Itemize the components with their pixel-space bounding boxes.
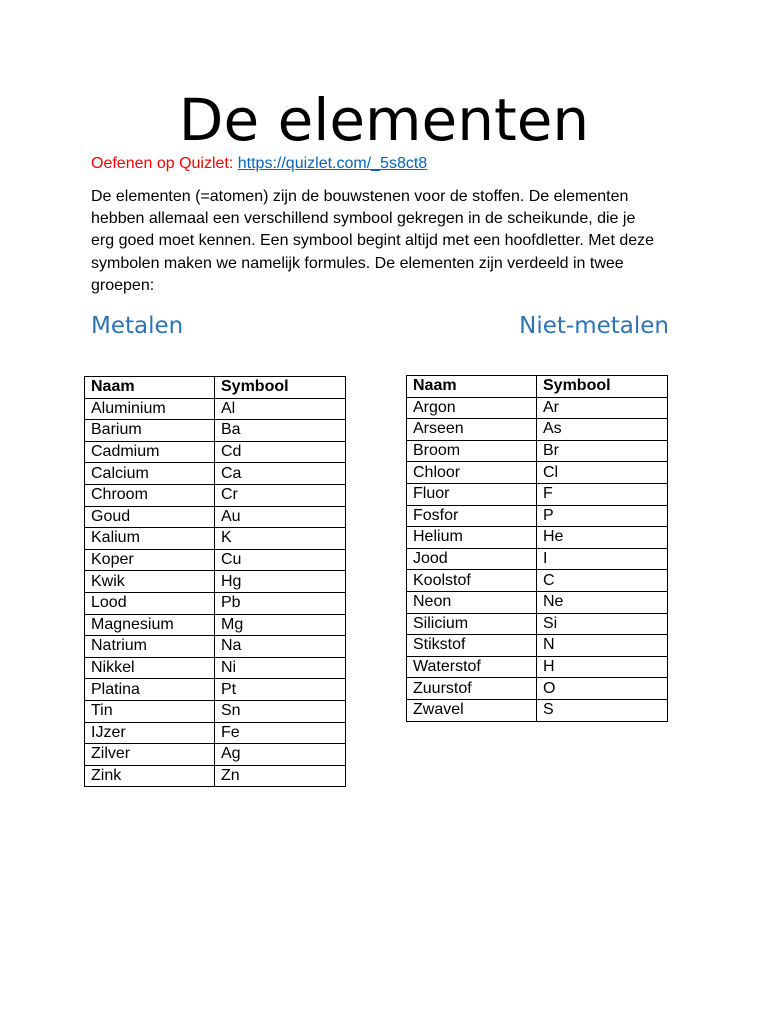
niet-metalen-heading: Niet-metalen: [519, 313, 669, 339]
element-name-cell: Broom: [407, 440, 537, 462]
element-name-cell: Kalium: [85, 528, 215, 550]
element-name-cell: Zuurstof: [407, 678, 537, 700]
table-row: [407, 419, 668, 441]
element-symbol-cell: Cd: [215, 441, 346, 463]
element-name-cell: Zwavel: [407, 699, 537, 721]
element-symbol-cell: Ne: [537, 591, 668, 613]
column-header-symbool: Symbool: [537, 376, 668, 398]
table-header-row: [407, 376, 668, 398]
table-row: [407, 678, 668, 700]
table-row: [407, 613, 668, 635]
element-symbol-cell: Al: [215, 398, 346, 420]
table-row: [85, 765, 346, 787]
element-symbol-cell: I: [537, 548, 668, 570]
table-header-row: [85, 377, 346, 399]
table-row: [407, 656, 668, 678]
table-row: [407, 635, 668, 657]
element-symbol-cell: Br: [537, 440, 668, 462]
element-symbol-cell: Ca: [215, 463, 346, 485]
table-row: [85, 441, 346, 463]
element-symbol-cell: Pb: [215, 592, 346, 614]
element-name-cell: Zilver: [85, 744, 215, 766]
metalen-heading: Metalen: [91, 313, 184, 339]
element-symbol-cell: Cr: [215, 484, 346, 506]
table-row: [85, 398, 346, 420]
table-row: [85, 420, 346, 442]
table-row: [407, 699, 668, 721]
table-row: [407, 462, 668, 484]
table-row: [85, 528, 346, 550]
table-row: [407, 483, 668, 505]
element-name-cell: Lood: [85, 592, 215, 614]
table-row: [85, 592, 346, 614]
quizlet-line: [91, 154, 427, 174]
element-name-cell: Chloor: [407, 462, 537, 484]
element-symbol-cell: Sn: [215, 700, 346, 722]
column-header-naam: Naam: [407, 376, 537, 398]
element-name-cell: Helium: [407, 527, 537, 549]
element-symbol-cell: Pt: [215, 679, 346, 701]
table-row: [407, 591, 668, 613]
element-symbol-cell: P: [537, 505, 668, 527]
table-row: [85, 636, 346, 658]
element-symbol-cell: Hg: [215, 571, 346, 593]
element-name-cell: Neon: [407, 591, 537, 613]
quizlet-label: Oefenen op Quizlet:: [91, 155, 238, 172]
table-row: [85, 722, 346, 744]
element-symbol-cell: Au: [215, 506, 346, 528]
element-symbol-cell: Zn: [215, 765, 346, 787]
intro-paragraph: De elementen (=atomen) zijn de bouwstenen voor de stoffen. De elementen hebben allemaal een verschillend symbool gekregen in de scheikunde, die je erg goed moet kennen. Een symbool begint altijd met een hoofdletter. Met deze symbolen maken we namelijk formules. De elementen zijn verdeeld in twee groepen:: [91, 188, 655, 294]
quizlet-link[interactable]: https://quizlet.com/_5s8ct8: [237, 155, 428, 172]
table-row: [407, 527, 668, 549]
element-name-cell: Magnesium: [85, 614, 215, 636]
element-symbol-cell: Ar: [537, 397, 668, 419]
element-name-cell: Argon: [407, 397, 537, 419]
element-symbol-cell: S: [537, 699, 668, 721]
element-name-cell: Tin: [85, 700, 215, 722]
element-name-cell: Nikkel: [85, 657, 215, 679]
table-row: [85, 614, 346, 636]
element-symbol-cell: Ag: [215, 744, 346, 766]
element-name-cell: Koolstof: [407, 570, 537, 592]
table-row: [407, 505, 668, 527]
element-name-cell: Koper: [85, 549, 215, 571]
table-row: [407, 570, 668, 592]
element-symbol-cell: Na: [215, 636, 346, 658]
element-name-cell: Chroom: [85, 484, 215, 506]
element-symbol-cell: O: [537, 678, 668, 700]
table-row: [85, 744, 346, 766]
element-name-cell: Kwik: [85, 571, 215, 593]
element-name-cell: Cadmium: [85, 441, 215, 463]
element-symbol-cell: H: [537, 656, 668, 678]
element-name-cell: Fosfor: [407, 505, 537, 527]
table-row: [85, 679, 346, 701]
element-symbol-cell: Cl: [537, 462, 668, 484]
element-name-cell: Fluor: [407, 483, 537, 505]
table-row: [85, 571, 346, 593]
element-symbol-cell: Ni: [215, 657, 346, 679]
table-row: [85, 700, 346, 722]
column-header-symbool: Symbool: [215, 377, 346, 399]
element-name-cell: Stikstof: [407, 635, 537, 657]
element-name-cell: Jood: [407, 548, 537, 570]
table-row: [85, 463, 346, 485]
element-name-cell: Arseen: [407, 419, 537, 441]
element-symbol-cell: Ba: [215, 420, 346, 442]
metalen-table: [84, 376, 346, 787]
element-symbol-cell: C: [537, 570, 668, 592]
column-header-naam: Naam: [85, 377, 215, 399]
table-row: [85, 549, 346, 571]
table-row: [85, 484, 346, 506]
element-name-cell: Calcium: [85, 463, 215, 485]
element-name-cell: IJzer: [85, 722, 215, 744]
element-name-cell: Goud: [85, 506, 215, 528]
page-title: De elementen: [178, 86, 590, 154]
table-row: [407, 397, 668, 419]
element-name-cell: Waterstof: [407, 656, 537, 678]
element-symbol-cell: As: [537, 419, 668, 441]
element-symbol-cell: N: [537, 635, 668, 657]
table-row: [85, 657, 346, 679]
element-symbol-cell: Cu: [215, 549, 346, 571]
element-symbol-cell: Fe: [215, 722, 346, 744]
element-name-cell: Zink: [85, 765, 215, 787]
element-name-cell: Barium: [85, 420, 215, 442]
element-name-cell: Natrium: [85, 636, 215, 658]
element-name-cell: Platina: [85, 679, 215, 701]
element-symbol-cell: Si: [537, 613, 668, 635]
element-name-cell: Aluminium: [85, 398, 215, 420]
table-row: [407, 440, 668, 462]
element-symbol-cell: F: [537, 483, 668, 505]
element-symbol-cell: Mg: [215, 614, 346, 636]
element-symbol-cell: K: [215, 528, 346, 550]
table-row: [407, 548, 668, 570]
element-symbol-cell: He: [537, 527, 668, 549]
niet-metalen-table: [406, 375, 668, 722]
element-name-cell: Silicium: [407, 613, 537, 635]
table-row: [85, 506, 346, 528]
